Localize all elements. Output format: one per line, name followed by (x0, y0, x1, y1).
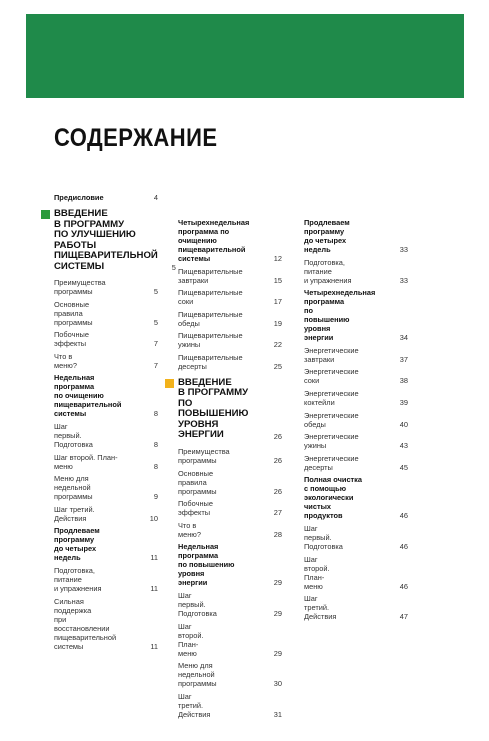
toc-page-number: 7 (153, 360, 158, 370)
toc-entry (304, 524, 408, 551)
toc-entry-title: ВВЕДЕНИЕ В ПРОГРАММУ ПО УЛУЧШЕНИЮ РАБОТЫ ПИЩЕВАРИТЕЛЬНОЙ СИСТЕМЫ (54, 208, 158, 272)
toc-entry-title: Побочные эффекты (54, 330, 89, 349)
toc-entry-title: Шаг первый. Подготовка (54, 421, 93, 449)
toc-entry (54, 566, 158, 593)
toc-entry (178, 622, 282, 658)
toc-entry (54, 422, 158, 449)
toc-entry (178, 218, 282, 263)
toc-entry-title: Подготовка, питание и упражнения (304, 257, 352, 285)
toc-page-number: 33 (399, 275, 408, 285)
toc-page-number: 7 (153, 339, 158, 349)
toc-entry-title: Энергетические ужины (304, 432, 359, 451)
toc-entry-title: Шаг третий. Действия (304, 594, 337, 622)
toc-entry-title: ВВЕДЕНИЕ В ПРОГРАММУ ПО ПОВЫШЕНИЮ УРОВНЯ ЭНЕРГИИ (178, 376, 249, 441)
toc-page-number: 26 (273, 455, 282, 465)
toc-page-number: 38 (399, 376, 408, 386)
toc-entry (304, 454, 408, 472)
toc-page-number: 8 (153, 409, 158, 419)
toc-page-number: 8 (153, 461, 158, 471)
toc-page-number: 19 (273, 318, 282, 328)
toc-page-number: 11 (150, 583, 158, 593)
toc-entry-title: Энергетические завтраки (304, 345, 359, 364)
toc-entry-title: Четырехнедельная программа по очищению пищеварительной системы (178, 218, 250, 263)
toc-entry-title: Основные правила программы (178, 468, 217, 496)
toc-entry-title: Энергетические соки (304, 367, 359, 386)
toc-entry (54, 193, 158, 202)
toc-entry (178, 692, 282, 719)
toc-entry (178, 331, 282, 349)
toc-entry-title: Что в меню? (178, 520, 201, 539)
toc-entry (304, 555, 408, 591)
toc-page-number: 5 (153, 317, 158, 327)
toc-page-number: 29 (273, 648, 282, 658)
toc-entry (54, 597, 158, 651)
toc-entry-title: Шаг второй. План-меню (54, 452, 118, 471)
toc-entry (178, 499, 282, 517)
toc-entry (178, 469, 282, 496)
toc-page-number: 45 (399, 462, 408, 472)
toc-entry-title: Шаг третий. Действия (178, 691, 211, 719)
toc-entry-title: Энергетические десерты (304, 453, 359, 472)
toc-entry (304, 367, 408, 385)
toc-page-number: 31 (273, 709, 282, 719)
toc-page-number: 17 (273, 297, 282, 307)
toc-entry (178, 353, 282, 371)
toc-page-number: 30 (273, 679, 282, 689)
toc-page-number: 46 (399, 511, 408, 521)
toc-page-number: 5 (171, 263, 176, 272)
toc-page-number: 8 (153, 439, 158, 449)
toc-chapter-heading (178, 378, 282, 441)
toc-entry (54, 505, 158, 523)
toc-entry (304, 258, 408, 285)
toc-entry-title: Пищеварительные ужины (178, 331, 243, 350)
toc-column-1 (54, 193, 176, 654)
toc-entry-title: Продлеваем программу до четырех недель (304, 218, 350, 254)
toc-page-number: 34 (399, 333, 408, 343)
toc-page-number: 40 (399, 419, 408, 429)
toc-page-number: 15 (273, 275, 282, 285)
toc-page-number: 28 (273, 529, 282, 539)
toc-entry-title: Пищеварительные завтраки (178, 266, 243, 285)
toc-entry-title: Пищеварительные обеды (178, 309, 243, 328)
toc-entry (178, 521, 282, 539)
toc-entry (178, 447, 282, 465)
toc-page-number: 26 (273, 431, 282, 441)
toc-page-number: 46 (399, 581, 408, 591)
toc-entry-title: Побочные эффекты (178, 499, 213, 518)
header-color-band (26, 14, 464, 98)
toc-entry (54, 300, 158, 327)
toc-entry-title: Шаг второй. План-меню (304, 554, 330, 591)
toc-entry-title: Преимущества программы (54, 278, 106, 296)
toc-entry (178, 661, 282, 688)
toc-entry (304, 411, 408, 429)
toc-entry-title: Шаг второй. План-меню (178, 621, 204, 658)
toc-entry (54, 330, 158, 348)
toc-entry (54, 373, 158, 418)
toc-entry (54, 474, 158, 501)
toc-entry (178, 542, 282, 587)
toc-entry-title: Предисловие (54, 193, 104, 202)
toc-entry (178, 267, 282, 285)
toc-entry (304, 346, 408, 364)
toc-entry-title: Пищеварительные десерты (178, 352, 243, 371)
toc-page-number: 9 (153, 492, 158, 502)
toc-entry-title: Преимущества программы (178, 446, 230, 465)
toc-entry-title: Меню для недельной программы (54, 474, 93, 502)
toc-page-number: 46 (399, 541, 408, 551)
chapter-marker-square (41, 210, 50, 219)
toc-entry (304, 475, 408, 520)
toc-entry-title: Энергетические коктейли (304, 388, 359, 407)
toc-entry-title: Основные правила программы (54, 299, 93, 327)
toc-entry-title: Шаг третий. Действия (54, 504, 95, 523)
toc-entry-title: Сильная поддержка при восстановлении пищеварительной системы (54, 596, 117, 651)
toc-entry (304, 594, 408, 621)
toc-page-number: 33 (399, 245, 408, 254)
toc-entry (54, 526, 158, 562)
toc-entry (54, 278, 158, 296)
toc-page-number: 12 (273, 254, 282, 263)
toc-page-number: 39 (399, 397, 408, 407)
toc-entry-title: Шаг первый. Подготовка (304, 523, 343, 551)
toc-entry (178, 310, 282, 328)
toc-entry (178, 591, 282, 618)
toc-entry (178, 288, 282, 306)
toc-entry-title: Подготовка, питание и упражнения (54, 565, 102, 593)
toc-page-number: 47 (399, 612, 408, 622)
toc-entry-title: Меню для недельной программы (178, 661, 217, 689)
toc-page-number: 22 (273, 340, 282, 350)
toc-page-number: 25 (273, 361, 282, 371)
toc-entry-title: Шаг первый. Подготовка (178, 590, 217, 618)
toc-page-number: 26 (273, 486, 282, 496)
toc-page-number: 11 (150, 641, 158, 651)
toc-entry (54, 453, 158, 471)
toc-page-number: 11 (150, 553, 158, 563)
toc-chapter-heading (54, 208, 176, 272)
toc-entry-title: Что в меню? (54, 351, 77, 370)
toc-page-number: 10 (149, 513, 158, 523)
toc-page-number: 4 (153, 193, 158, 202)
page-title: СОДЕРЖАНИЕ (54, 124, 218, 152)
toc-page-number: 27 (273, 508, 282, 518)
chapter-marker-square (165, 379, 174, 388)
toc-entry-title: Четырехнедельная программа по повышению уровня энергии (304, 288, 376, 343)
toc-entry (304, 288, 408, 342)
toc-entry-title: Недельная программа по повышению уровня энергии (178, 542, 235, 588)
toc-page-number: 29 (273, 578, 282, 588)
toc-entry-title: Недельная программа по очищению пищеварительной системы (54, 373, 122, 419)
toc-entry-title: Энергетические обеды (304, 410, 359, 429)
toc-entry (304, 389, 408, 407)
toc-entry (304, 432, 408, 450)
toc-entry (54, 352, 158, 370)
toc-page-number: 37 (399, 354, 408, 364)
toc-column-2 (178, 218, 282, 722)
toc-column-3 (304, 218, 408, 625)
toc-entry (304, 218, 408, 254)
toc-page-number: 5 (153, 287, 158, 296)
toc-page-number: 29 (273, 608, 282, 618)
toc-entry-title: Пищеварительные соки (178, 288, 243, 307)
toc-entry-title: Продлеваем программу до четырех недель (54, 526, 100, 563)
toc-page-number: 43 (399, 441, 408, 451)
toc-entry-title: Полная очистка с помощью экологически чистых продуктов (304, 475, 362, 521)
